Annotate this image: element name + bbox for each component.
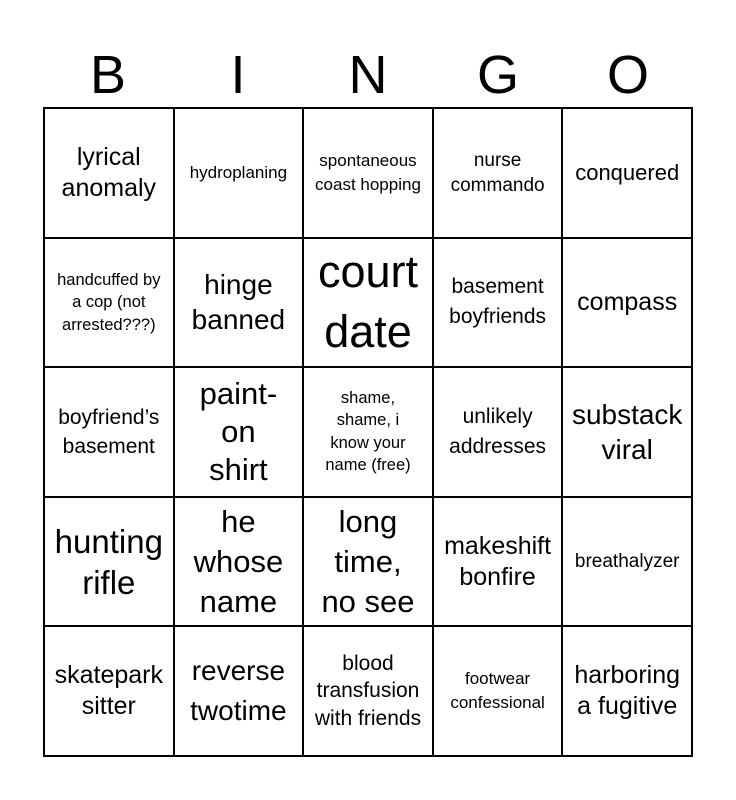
cell-text: conquered <box>575 159 680 185</box>
header-letter-b: B <box>89 45 127 105</box>
bingo-cell[interactable] <box>304 368 434 498</box>
cell-text: shame, shame, i know your name (free) <box>325 388 411 475</box>
cell-text: basement boyfriends <box>449 275 547 329</box>
cell-text: footwear confessional <box>450 669 545 713</box>
bingo-cell[interactable] <box>434 368 564 498</box>
cell-text: skatepark sitter <box>54 661 163 721</box>
bingo-cell[interactable] <box>175 498 305 628</box>
bingo-cell[interactable] <box>563 109 693 239</box>
cell-text: makeshift bonfire <box>444 531 552 591</box>
header-letter-g: G <box>476 45 519 105</box>
bingo-cell[interactable] <box>563 498 693 628</box>
bingo-grid <box>43 107 693 757</box>
bingo-cell[interactable] <box>175 239 305 369</box>
cell-text: unlikely addresses <box>449 404 547 458</box>
bingo-cell[interactable] <box>45 368 175 498</box>
cell-text: harboring a fugitive <box>574 661 681 721</box>
cell-text: hunting rifle <box>54 522 163 601</box>
cell-text: compass <box>577 287 678 316</box>
cell-text: hydroplaning <box>189 162 288 182</box>
bingo-cell[interactable] <box>45 498 175 628</box>
bingo-cell[interactable] <box>434 109 564 239</box>
cell-text: nurse commando <box>450 149 545 196</box>
bingo-cell[interactable] <box>304 239 434 369</box>
bingo-cell[interactable] <box>563 239 693 369</box>
bingo-cell[interactable] <box>434 627 564 757</box>
header-letter-o: O <box>606 45 649 105</box>
bingo-cell[interactable] <box>175 109 305 239</box>
bingo-cell[interactable] <box>175 627 305 757</box>
bingo-cell[interactable] <box>304 109 434 239</box>
cell-text: spontaneous coast hopping <box>315 150 421 194</box>
cell-text: boyfriend’s basement <box>58 405 160 458</box>
bingo-cell[interactable] <box>45 109 175 239</box>
header-letter-n: N <box>348 45 388 105</box>
cell-text: paint-on shirt <box>199 375 278 487</box>
bingo-cell[interactable] <box>563 368 693 498</box>
bingo-cell[interactable] <box>434 498 564 628</box>
header-letter-i: I <box>230 45 246 105</box>
bingo-cell[interactable] <box>175 368 305 498</box>
bingo-header <box>43 45 693 105</box>
cell-text: lyrical anomaly <box>61 142 157 202</box>
bingo-cell[interactable] <box>45 627 175 757</box>
bingo-cell[interactable] <box>45 239 175 369</box>
bingo-cell[interactable] <box>563 627 693 757</box>
cell-text: handcuffed by a cop (not arrested???) <box>57 270 161 334</box>
cell-text: he whose name <box>193 503 284 619</box>
bingo-cell[interactable] <box>304 498 434 628</box>
cell-text: court date <box>317 246 418 358</box>
cell-text: hinge banned <box>191 269 286 336</box>
cell-text: long time, no see <box>321 503 415 619</box>
cell-text: blood transfusion with friends <box>314 651 422 730</box>
cell-text: breathalyzer <box>574 551 680 573</box>
cell-text: substack viral <box>571 398 683 465</box>
bingo-cell[interactable] <box>304 627 434 757</box>
cell-text: reverse twotime <box>190 655 287 727</box>
bingo-cell[interactable] <box>434 239 564 369</box>
